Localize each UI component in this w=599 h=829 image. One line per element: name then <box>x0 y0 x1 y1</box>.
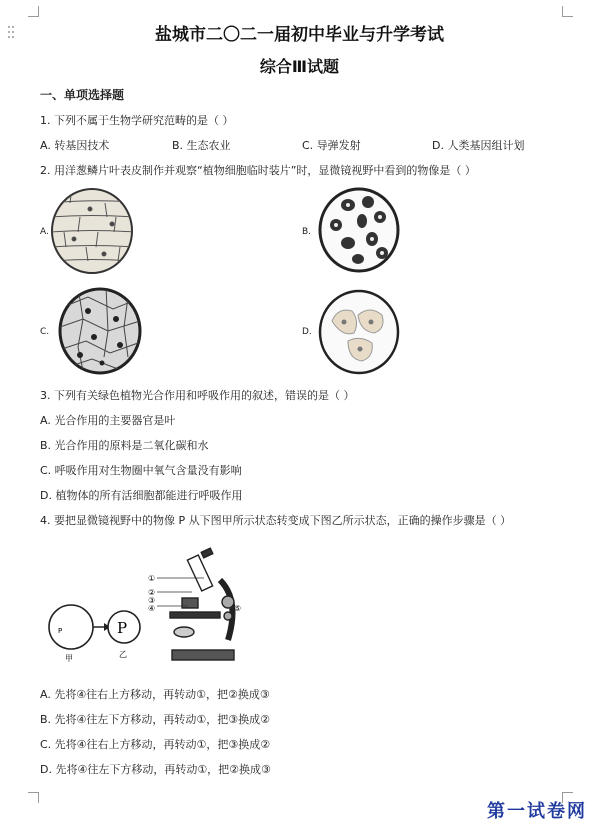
exam-title: 盐城市二〇二一届初中毕业与升学考试 <box>155 25 444 45</box>
q4-option-b[interactable]: B. 先将④往左下方移动，再转动①，把③换成② <box>40 713 270 726</box>
marker-4: ④ <box>148 604 156 613</box>
q2-image-d <box>318 289 400 375</box>
q1-option-a[interactable]: A. 转基因技术 <box>40 139 110 152</box>
q2-label-d[interactable]: D. <box>302 327 312 337</box>
q2-label-b[interactable]: B. <box>302 227 312 237</box>
q2-label-a[interactable]: A. <box>40 227 49 237</box>
jia-label: 甲 <box>65 654 73 663</box>
p-big-label: P <box>117 619 128 637</box>
view-jia <box>49 605 93 649</box>
q1-option-b[interactable]: B. 生态农业 <box>172 139 231 152</box>
q3-stem: 3. 下列有关绿色植物光合作用和呼吸作用的叙述，错误的是（ ） <box>40 389 355 402</box>
q2-label-c[interactable]: C. <box>40 327 50 337</box>
q4-option-d[interactable]: D. 先将④往左下方移动，再转动①，把②换成③ <box>40 763 271 776</box>
p-small-label: P <box>58 627 63 635</box>
q2-image-c <box>58 287 142 375</box>
q3-option-a[interactable]: A. 光合作用的主要器官是叶 <box>40 414 176 427</box>
q4-figure <box>44 540 274 670</box>
marker-5: ⑤ <box>234 604 242 613</box>
section-title: 一、单项选择题 <box>40 88 125 102</box>
q3-option-d[interactable]: D. 植物体的所有活细胞都能进行呼吸作用 <box>40 489 243 502</box>
q1-option-c[interactable]: C. 导弹发射 <box>302 139 361 152</box>
crop-mark-top-right <box>562 6 573 17</box>
crop-mark-top-left <box>28 6 39 17</box>
q4-option-c[interactable]: C. 先将④往右上方移动，再转动①，把③换成② <box>40 738 271 751</box>
q2-image-a <box>50 187 134 275</box>
q1-option-d[interactable]: D. 人类基因组计划 <box>432 139 525 152</box>
yi-label: 乙 <box>119 650 127 659</box>
q3-option-c[interactable]: C. 呼吸作用对生物圈中氧气含量没有影响 <box>40 464 242 477</box>
q1-stem: 1. 下列不属于生物学研究范畴的是（ ） <box>40 114 234 127</box>
q2-image-b <box>318 187 400 273</box>
microscope-icon <box>170 548 234 660</box>
marker-2: ② <box>148 588 156 597</box>
q2-stem: 2. 用洋葱鳞片叶表皮制作并观察“植物细胞临时装片”时，显微镜视野中看到的物像是（ ） <box>40 164 476 177</box>
crop-mark-bottom-left <box>28 792 39 803</box>
exam-subtitle: 综合Ⅲ试题 <box>259 57 340 76</box>
q3-option-b[interactable]: B. 光合作用的原料是二氧化碳和水 <box>40 439 209 452</box>
q4-option-a[interactable]: A. 先将④往右上方移动，再转动①，把②换成③ <box>40 688 270 701</box>
marker-1: ① <box>148 574 156 583</box>
marker-3: ③ <box>148 596 156 605</box>
site-watermark[interactable]: 第一试卷网 <box>487 801 587 822</box>
q4-stem: 4. 要把显微镜视野中的物像 P 从下图甲所示状态转变成下图乙所示状态，正确的操作步骤是（ ） <box>40 514 512 527</box>
